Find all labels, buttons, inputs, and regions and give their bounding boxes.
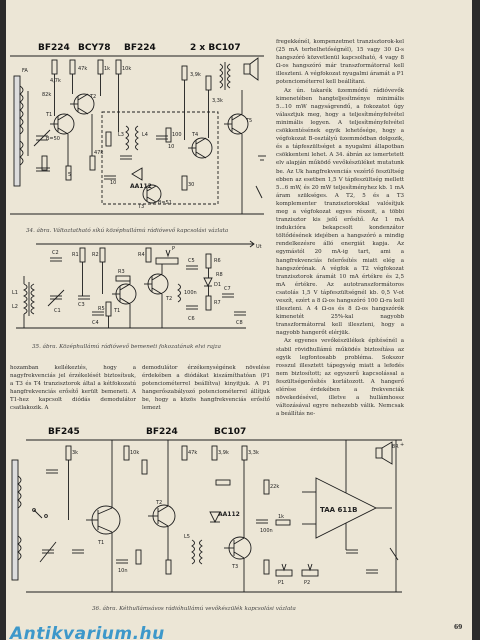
fig34-part-1k: 1k bbox=[104, 66, 111, 72]
fig35-part-c6: C6 bbox=[188, 316, 195, 322]
fig36-part-47k: 47k bbox=[188, 450, 198, 456]
fig36-part-3k: 3k bbox=[72, 450, 79, 456]
fig35-part-c7: C7 bbox=[224, 286, 231, 292]
fig35-part-r6: R6 bbox=[214, 258, 221, 264]
fig35-part-l2: L2 bbox=[12, 304, 18, 310]
fig36-label-bf245: BF245 bbox=[48, 427, 80, 437]
fig35-part-100n: 100n bbox=[184, 290, 197, 296]
fig34-part-47k-b: 47k bbox=[94, 150, 104, 156]
figure-36-schematic bbox=[6, 420, 426, 604]
text-column-mid-right bbox=[142, 364, 270, 413]
paragraph: fregekkénél, kompenzetmet tranzisztorok-kel (25 mA terhelhetőségnél), 15 vagy 30 Ω-s hangszóró közvetlenül kapcsolható, 4 vagy 8 Ω-os hangszóró már transzformátorral kell illeszteni. A végfokozat nyugalmi áramát a P1 potenciométerrel kell beállítani. bbox=[276, 39, 404, 86]
fig35-part-l1: L1 bbox=[12, 290, 18, 296]
figure-35-caption: 35. ábra. Középhullámú rádióvevő bemeneti fokozatának elvi rajza bbox=[32, 344, 221, 350]
fig34-part-t2: T2 bbox=[90, 94, 97, 100]
fig35-part-c5: C5 bbox=[188, 258, 195, 264]
fig36-part-22k: 22k bbox=[270, 484, 280, 490]
fig36-part-1k: 1k bbox=[278, 514, 285, 520]
fig35-part-d1: D1 bbox=[214, 282, 222, 288]
fig34-part-10: 10 bbox=[110, 180, 117, 186]
fig35-part-t1: T1 bbox=[114, 308, 121, 314]
fig36-part-taa611b: TAA 611B bbox=[320, 506, 358, 514]
fig36-part-3-3k: 3,3k bbox=[248, 450, 259, 456]
fig35-part-r2: R2 bbox=[92, 252, 99, 258]
fig36-label-bc107: BC107 bbox=[214, 427, 247, 437]
fig34-part-l4: L4 bbox=[142, 132, 148, 138]
fig34-part-82k: 82k bbox=[42, 92, 52, 98]
fig34-part-t4: T4 bbox=[192, 132, 199, 138]
fig34-label-bcy78: BCY78 bbox=[78, 43, 111, 53]
fig34-part-b50: B=50 bbox=[46, 136, 60, 142]
fig36-part-t1: T1 bbox=[98, 540, 105, 546]
fig36-part-8r: 8R bbox=[392, 444, 399, 450]
fig35-part-r7: R7 bbox=[214, 300, 221, 306]
fig34-part-10b: 10 bbox=[168, 144, 175, 150]
fig35-part-r8: R8 bbox=[216, 272, 223, 278]
fig35-part-c2: C2 bbox=[52, 250, 59, 256]
page-number: 69 bbox=[454, 624, 463, 631]
fig35-part-r1: R1 bbox=[72, 252, 79, 258]
fig34-label-bf224-b: BF224 bbox=[124, 43, 156, 53]
fig36-part-10k: 10k bbox=[130, 450, 140, 456]
fig36-part-aa112: AA112 bbox=[218, 511, 240, 518]
fig35-part-c3: C3 bbox=[78, 302, 85, 308]
paragraph: demodulátor érzékenységének növelése érdekében a diódákat kiszámíthatóan (P1 potenciométerrel beállítva) kinyitjuk. A P1 hangerőszabályozó potenciométerrel állítjuk be, hogy a közös hangfrekvenciás erősítő lemezt bbox=[142, 365, 270, 412]
figure-36-caption: 36. ábra. Kéthullámsávos rádióhullámú vevőkészülék kapcsolási vázlata bbox=[92, 606, 296, 612]
paragraph: Az egyenes vevőkészülékek építésénél a stabil rövidhullámú működés biztosítása az egyik legfontosabb probléma. Sokszor rosszul illesztett tápegység miatt a lefedés nem biztosított; az egyszerű kapcsolással a feszültségerősítés korlátozott. A hangerő elérése érdekében a frekvenciák növekedésével, illetve a hullámhossz változásával egyre nehezebb válik. Nemcsak a beállítás ne- bbox=[276, 338, 404, 418]
figure-34-caption: 34. ábra. Változtatható síkú középhullámú rádióvevő kapcsolási vázlata bbox=[26, 228, 229, 234]
fig36-label-bf224: BF224 bbox=[146, 427, 178, 437]
fig36-part-t3: T3 bbox=[232, 564, 239, 570]
fig34-part-30: 30 bbox=[188, 182, 195, 188]
fig35-part-r5: R5 bbox=[98, 306, 105, 312]
fig34-part-t5: T5 bbox=[246, 118, 253, 124]
fig36-part-3-9k: 3,9k bbox=[218, 450, 229, 456]
fig36-part-l5: L5 bbox=[184, 534, 190, 540]
fig34-part-l3: L3 bbox=[118, 132, 124, 138]
fig35-part-r3: R3 bbox=[118, 269, 125, 275]
fig36-part-plus: + bbox=[400, 442, 405, 448]
fig34-part-10k: 10k bbox=[122, 66, 132, 72]
fig35-part-r4: R4 bbox=[138, 252, 145, 258]
fig34-part-t1: T1 bbox=[46, 112, 53, 118]
fig35-part-ut: Ut bbox=[256, 244, 262, 250]
fig35-part-c4: C4 bbox=[92, 320, 99, 326]
fig36-part-p2: P2 bbox=[304, 580, 311, 586]
fig34-part-fa: FA bbox=[22, 68, 28, 74]
fig34-part-t3: T3 bbox=[138, 204, 145, 210]
fig34-part-3-9k: 3,9k bbox=[190, 72, 201, 78]
watermark-logo: Antikvarium.hu bbox=[10, 624, 165, 640]
fig34-part-b51: B=51 bbox=[158, 200, 172, 206]
fig34-label-2xbc107: 2 x BC107 bbox=[190, 43, 241, 53]
fig34-part-100: 100 bbox=[172, 132, 182, 138]
book-page bbox=[6, 0, 472, 640]
fig35-part-p: P bbox=[172, 246, 176, 252]
text-column-right bbox=[276, 38, 404, 422]
fig34-part-4-7k: 4,7k bbox=[50, 78, 61, 84]
fig36-part-p1: P1 bbox=[278, 580, 285, 586]
fig34-part-47k-a: 47k bbox=[78, 66, 88, 72]
fig35-part-t2: T2 bbox=[166, 296, 173, 302]
fig34-part-3-3k: 3,3k bbox=[212, 98, 223, 104]
paragraph: hozamban kellékeztés, hogy a nagyfrekvenciás jel érzékelését biztosítsuk, a T3 és T4 tranzisztorok által a kétfokozatú hangfrekvenciás erősítő került bemeneti. A T1-hez kapcsolt diódás demodulátor csatlakozik. A bbox=[10, 365, 136, 412]
paragraph: Az ún. takarék üzemmódú rádióvevők kimenetében hangteljesítménye minimális 5...10 mW nagyságrendű, a fokozatot úgy választjuk meg, hogy a teljesítményfelvétel minimális legyen. A teljesítményfelvétel csökkentésének egyik lehetősége, hogy a végfokozat B-osztályú üzemmódban dolgozik, és a tápfeszültséget a nyugalmi állapotban csökkenteni lehet. A 34. ábrán az ismertetett elv alapján működő vevőkészüléket mutatunk be. Az Uk hangfrekvenciás vezérlő feszültség ebben az esetben 1,5 V tápfeszültség mellett 5...6 mW, és 20 mW teljesítményhez kb. 1 mA áram szükséges. A T2, 5 és a T3 komplementer tranzisztorokkal valósítjuk meg a végfokozat egyes részeit, a többi tranzisztor kis jelű erősítő. Az 1 mA indukcióra bekapcsolt kondenzátor töltődésének idejében a hangszóró a mindig rendelkezésre álló energiát kapja. Az egymástól 20 mA-ig tart, ami a hangfrekvenciás felerősítés miatt elég a hangszórónak. A végfok a T2 végfokozat tranzisztorok áramát 10 mA értékre és 2,5 mA értékre. Az autotranszformátoros csatolás 1,5 V tápfeszültségnél kb. 0,5 V-ot veszít, ezért a 8 Ω-os hangszóró 100 Ω-ra kell illeszteni. A 4 Ω-os és 8 Ω-os hangszórók kimenetét 25%-kal nagyobb transzformátorral kell illeszteni, hogy a nagyobb hangerőt elérjük. bbox=[276, 87, 404, 337]
fig35-part-c1: C1 bbox=[54, 308, 61, 314]
fig36-part-10n: 10n bbox=[118, 568, 128, 574]
figure-34-schematic bbox=[6, 36, 268, 226]
text-column-mid-left bbox=[10, 364, 136, 413]
fig34-part-5: 5 bbox=[68, 172, 72, 178]
fig36-part-100n: 100n bbox=[260, 528, 273, 534]
figure-35-schematic bbox=[6, 236, 268, 342]
fig34-label-bf224-a: BF224 bbox=[38, 43, 70, 53]
fig36-part-t2: T2 bbox=[156, 500, 163, 506]
fig34-part-aa112: AA112 bbox=[130, 183, 152, 190]
fig35-part-c8: C8 bbox=[236, 320, 243, 326]
